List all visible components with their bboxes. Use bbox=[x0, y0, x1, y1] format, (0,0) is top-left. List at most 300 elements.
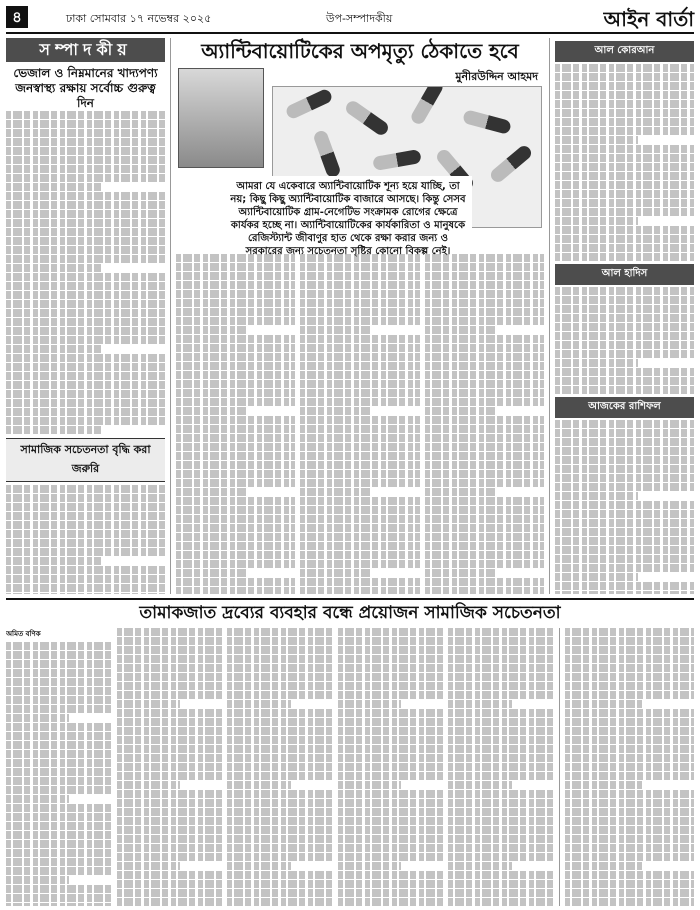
text-line bbox=[555, 429, 694, 437]
text-line bbox=[176, 506, 295, 514]
text-line bbox=[176, 362, 295, 370]
text-line bbox=[117, 898, 223, 906]
text-line bbox=[227, 853, 333, 861]
text-line bbox=[6, 363, 165, 371]
text-line bbox=[555, 296, 694, 304]
text-line bbox=[300, 290, 419, 298]
text-line bbox=[300, 398, 419, 406]
text-line bbox=[117, 808, 223, 816]
text-line bbox=[555, 73, 694, 81]
bottom-headline: তামাকজাত দ্রব্যের ব্যবহার বন্ধে প্রয়োজন সামাজিক সচেতনতা bbox=[139, 603, 561, 623]
text-line bbox=[117, 736, 223, 744]
text-line bbox=[338, 691, 444, 699]
text-line bbox=[6, 849, 112, 857]
text-line bbox=[300, 524, 419, 532]
text-line bbox=[425, 542, 544, 550]
text-line bbox=[176, 371, 295, 379]
text-line bbox=[176, 560, 295, 568]
hadith-heading: আল হাদিস bbox=[555, 264, 694, 285]
text-line bbox=[227, 700, 290, 708]
text-line bbox=[300, 263, 419, 271]
bottom-byline: অমিত বণিক bbox=[6, 630, 41, 638]
text-line bbox=[6, 246, 165, 254]
text-line bbox=[338, 817, 444, 825]
text-line bbox=[176, 317, 295, 325]
text-line bbox=[227, 709, 333, 717]
capsule-icon bbox=[372, 149, 422, 171]
text-line bbox=[6, 255, 165, 263]
text-line bbox=[555, 244, 694, 252]
text-line bbox=[425, 326, 497, 334]
text-line bbox=[227, 682, 333, 690]
text-line bbox=[176, 434, 295, 442]
author-name: মুনীরউদ্দিন আহমদ bbox=[455, 70, 538, 83]
text-line bbox=[300, 560, 419, 568]
editorial-lead-title: ভেজাল ও নিম্নমানের খাদ্যপণ্য জনস্বাস্থ্য রক্ষায় সর্বোচ্চ গুরুত্ব দিন bbox=[13, 66, 158, 110]
text-line bbox=[565, 718, 694, 726]
article-column bbox=[6, 628, 112, 906]
text-line bbox=[6, 390, 165, 398]
text-line bbox=[117, 754, 223, 762]
text-line bbox=[555, 386, 694, 394]
text-line bbox=[6, 894, 112, 902]
text-line bbox=[176, 542, 295, 550]
text-line bbox=[117, 700, 180, 708]
text-line bbox=[300, 308, 419, 316]
text-line bbox=[6, 705, 112, 713]
text-line bbox=[176, 470, 295, 478]
section-label: উপ-সম্পাদকীয় bbox=[326, 12, 393, 25]
text-line bbox=[176, 290, 295, 298]
text-line bbox=[117, 745, 223, 753]
text-line bbox=[555, 438, 694, 446]
text-line bbox=[425, 254, 544, 262]
text-line bbox=[338, 835, 444, 843]
text-line bbox=[227, 655, 333, 663]
text-line bbox=[300, 569, 372, 577]
text-line bbox=[425, 578, 544, 586]
text-line bbox=[338, 727, 444, 735]
text-line bbox=[300, 533, 419, 541]
text-line bbox=[555, 163, 694, 171]
text-line bbox=[448, 709, 554, 717]
text-line bbox=[227, 844, 333, 852]
text-line bbox=[6, 512, 165, 520]
text-line bbox=[338, 898, 444, 906]
text-line bbox=[6, 548, 165, 556]
text-line bbox=[555, 341, 694, 349]
article-column bbox=[300, 254, 419, 594]
text-line bbox=[117, 646, 223, 654]
text-line bbox=[300, 587, 419, 594]
text-line bbox=[6, 750, 112, 758]
text-line bbox=[448, 808, 554, 816]
main-article bbox=[176, 38, 544, 594]
text-line bbox=[448, 745, 554, 753]
page-number: ৪ bbox=[6, 6, 28, 28]
text-line bbox=[338, 754, 444, 762]
text-line bbox=[338, 736, 444, 744]
text-line bbox=[448, 772, 554, 780]
text-line bbox=[6, 593, 165, 594]
text-line bbox=[425, 587, 544, 594]
text-line bbox=[338, 826, 444, 834]
text-line bbox=[338, 808, 444, 816]
text-line bbox=[6, 354, 165, 362]
text-line bbox=[300, 425, 419, 433]
capsule-icon bbox=[343, 99, 390, 138]
text-line bbox=[448, 889, 554, 897]
text-line bbox=[176, 443, 295, 451]
text-line bbox=[117, 889, 223, 897]
text-line bbox=[117, 655, 223, 663]
text-line bbox=[555, 573, 638, 581]
text-line bbox=[448, 637, 554, 645]
text-line bbox=[425, 398, 544, 406]
text-line bbox=[6, 485, 165, 493]
text-line bbox=[555, 199, 694, 207]
text-line bbox=[300, 551, 419, 559]
text-line bbox=[227, 736, 333, 744]
text-line bbox=[6, 539, 165, 547]
capsule-icon bbox=[462, 109, 512, 135]
text-line bbox=[565, 736, 694, 744]
text-line bbox=[6, 426, 101, 434]
text-line bbox=[6, 327, 165, 335]
text-line bbox=[555, 483, 694, 491]
text-line bbox=[176, 515, 295, 523]
text-line bbox=[176, 461, 295, 469]
text-line bbox=[425, 488, 497, 496]
text-line bbox=[555, 91, 694, 99]
text-line bbox=[555, 546, 694, 554]
text-line bbox=[176, 398, 295, 406]
text-line bbox=[448, 646, 554, 654]
text-line bbox=[338, 781, 401, 789]
text-line bbox=[448, 853, 554, 861]
text-line bbox=[176, 308, 295, 316]
text-line bbox=[555, 181, 694, 189]
text-line bbox=[565, 709, 694, 717]
text-line bbox=[555, 323, 694, 331]
article-column bbox=[448, 628, 554, 906]
right-column bbox=[549, 38, 694, 594]
newspaper-brand: আইন বার্তা bbox=[603, 7, 694, 31]
text-line bbox=[176, 254, 295, 262]
text-line bbox=[300, 434, 419, 442]
text-line bbox=[555, 226, 694, 234]
quran-body bbox=[555, 64, 694, 261]
pull-quote: আমরা যে একেবারে অ্যান্টিবায়োটিক শূন্য হয়ে যাচ্ছি, তা নয়; কিছু কিছু অ্যান্টিবায়োটিক বাজারে আসছে। কিন্তু সেসব অ্যান্টিবায়োটিক গ্রাম-নেগেটিভ সংক্রামক রোগের ক্ষেত্রে কার্যকর হচ্ছে না। অ্যান্টিবায়োটিকের কার্যকারিতা ও মানুষকে রেজিস্ট্যান্ট জীবাণুর হাত থেকে রক্ষা করার জন্য ও সরকারের জন্য সচেতনতা সৃষ্টির কোনো বিকল্প নেই। bbox=[224, 176, 472, 262]
text-line bbox=[565, 745, 694, 753]
text-line bbox=[425, 371, 544, 379]
text-line bbox=[117, 835, 223, 843]
text-line bbox=[555, 136, 638, 144]
text-line bbox=[555, 154, 694, 162]
text-line bbox=[227, 772, 333, 780]
text-line bbox=[338, 799, 444, 807]
text-line bbox=[6, 147, 165, 155]
text-line bbox=[117, 664, 223, 672]
text-line bbox=[227, 799, 333, 807]
text-line bbox=[555, 208, 694, 216]
text-line bbox=[555, 368, 694, 376]
text-line bbox=[6, 399, 165, 407]
text-line bbox=[300, 326, 372, 334]
text-line bbox=[565, 664, 694, 672]
text-line bbox=[300, 254, 419, 262]
text-line bbox=[6, 183, 101, 191]
text-line bbox=[338, 700, 401, 708]
text-line bbox=[425, 425, 544, 433]
text-line bbox=[117, 799, 223, 807]
text-line bbox=[227, 637, 333, 645]
text-line bbox=[425, 569, 497, 577]
quran-heading: আল কোরআন bbox=[555, 41, 694, 62]
text-line bbox=[6, 858, 112, 866]
text-line bbox=[425, 515, 544, 523]
text-line bbox=[565, 844, 694, 852]
text-line bbox=[300, 443, 419, 451]
text-line bbox=[338, 790, 444, 798]
text-line bbox=[425, 452, 544, 460]
text-line bbox=[117, 709, 223, 717]
text-line bbox=[425, 353, 544, 361]
horoscope-heading: আজকের রাশিফল bbox=[555, 397, 694, 418]
text-line bbox=[300, 407, 372, 415]
text-line bbox=[176, 533, 295, 541]
text-line bbox=[6, 642, 112, 650]
text-line bbox=[425, 560, 544, 568]
text-line bbox=[338, 772, 444, 780]
text-line bbox=[176, 326, 248, 334]
text-line bbox=[555, 190, 694, 198]
text-line bbox=[117, 853, 223, 861]
text-line bbox=[565, 772, 694, 780]
text-line bbox=[6, 557, 101, 565]
text-line bbox=[6, 768, 112, 776]
text-line bbox=[6, 111, 165, 119]
text-line bbox=[338, 655, 444, 663]
main-headline: অ্যান্টিবায়োটিকের অপমৃত্যু ঠেকাতে হবে bbox=[201, 39, 519, 63]
text-line bbox=[555, 109, 694, 117]
text-line bbox=[117, 862, 180, 870]
text-line bbox=[227, 817, 333, 825]
text-line bbox=[176, 281, 295, 289]
text-line bbox=[425, 497, 544, 505]
text-line bbox=[176, 353, 295, 361]
text-line bbox=[338, 880, 444, 888]
text-line bbox=[300, 506, 419, 514]
text-line bbox=[227, 754, 333, 762]
text-line bbox=[555, 501, 694, 509]
text-line bbox=[227, 862, 290, 870]
article-column-text bbox=[6, 642, 112, 906]
text-line bbox=[565, 637, 694, 645]
text-line bbox=[117, 817, 223, 825]
text-line bbox=[6, 867, 112, 875]
text-line bbox=[6, 530, 165, 538]
text-line bbox=[6, 786, 112, 794]
text-line bbox=[565, 781, 642, 789]
text-line bbox=[227, 871, 333, 879]
text-line bbox=[300, 479, 419, 487]
text-line bbox=[176, 452, 295, 460]
text-line bbox=[555, 465, 694, 473]
text-line bbox=[6, 129, 165, 137]
text-line bbox=[425, 335, 544, 343]
text-line bbox=[176, 524, 295, 532]
editorial-banner: সম্পাদকীয় bbox=[6, 38, 165, 62]
editorial-column bbox=[6, 38, 171, 594]
text-line bbox=[565, 835, 694, 843]
text-line bbox=[6, 885, 112, 893]
text-line bbox=[448, 754, 554, 762]
article-column bbox=[227, 628, 333, 906]
text-line bbox=[176, 380, 295, 388]
text-line bbox=[565, 862, 642, 870]
text-line bbox=[448, 799, 554, 807]
text-line bbox=[425, 299, 544, 307]
text-line bbox=[448, 682, 554, 690]
text-line bbox=[117, 691, 223, 699]
text-line bbox=[6, 174, 165, 182]
text-line bbox=[448, 673, 554, 681]
text-line bbox=[300, 578, 419, 586]
text-line bbox=[425, 479, 544, 487]
text-line bbox=[6, 138, 165, 146]
text-line bbox=[117, 637, 223, 645]
text-line bbox=[448, 718, 554, 726]
text-line bbox=[448, 691, 554, 699]
text-line bbox=[565, 790, 694, 798]
text-line bbox=[555, 519, 694, 527]
text-line bbox=[6, 566, 165, 574]
text-line bbox=[6, 651, 112, 659]
text-line bbox=[6, 156, 165, 164]
text-line bbox=[176, 569, 248, 577]
text-line bbox=[176, 335, 295, 343]
text-line bbox=[300, 371, 419, 379]
text-line bbox=[555, 314, 694, 322]
capsule-icon bbox=[312, 129, 342, 179]
text-line bbox=[565, 691, 694, 699]
text-line bbox=[176, 578, 295, 586]
text-line bbox=[300, 281, 419, 289]
text-line bbox=[555, 118, 694, 126]
text-line bbox=[6, 777, 112, 785]
text-line bbox=[176, 407, 248, 415]
text-line bbox=[565, 763, 694, 771]
text-line bbox=[117, 772, 223, 780]
bottom-article-body bbox=[6, 628, 554, 906]
text-line bbox=[338, 709, 444, 717]
text-line bbox=[448, 655, 554, 663]
text-line bbox=[555, 145, 694, 153]
text-line bbox=[555, 377, 694, 385]
text-line bbox=[227, 835, 333, 843]
text-line bbox=[448, 763, 554, 771]
text-line bbox=[555, 582, 694, 590]
text-line bbox=[555, 555, 694, 563]
text-line bbox=[425, 362, 544, 370]
text-line bbox=[176, 425, 295, 433]
text-line bbox=[6, 714, 69, 722]
text-line bbox=[6, 575, 165, 583]
text-line bbox=[6, 687, 112, 695]
text-line bbox=[565, 673, 694, 681]
text-line bbox=[117, 826, 223, 834]
text-line bbox=[555, 474, 694, 482]
text-line bbox=[448, 871, 554, 879]
text-line bbox=[555, 82, 694, 90]
text-line bbox=[6, 804, 112, 812]
text-line bbox=[565, 727, 694, 735]
text-line bbox=[6, 120, 165, 128]
text-line bbox=[300, 272, 419, 280]
text-line bbox=[6, 210, 165, 218]
text-line bbox=[6, 795, 69, 803]
text-line bbox=[227, 790, 333, 798]
text-line bbox=[6, 318, 165, 326]
text-line bbox=[227, 628, 333, 636]
hadith-body bbox=[555, 287, 694, 394]
text-line bbox=[338, 718, 444, 726]
text-line bbox=[565, 655, 694, 663]
text-line bbox=[300, 389, 419, 397]
text-line bbox=[6, 219, 165, 227]
text-line bbox=[176, 272, 295, 280]
text-line bbox=[555, 359, 638, 367]
text-line bbox=[6, 678, 112, 686]
text-line bbox=[338, 889, 444, 897]
article-column bbox=[338, 628, 444, 906]
text-line bbox=[565, 682, 694, 690]
text-line bbox=[565, 754, 694, 762]
text-line bbox=[425, 434, 544, 442]
issue-date: ঢাকা সোমবার ১৭ নভেম্বর ২০২৫ bbox=[66, 12, 212, 25]
text-line bbox=[6, 417, 165, 425]
text-line bbox=[338, 628, 444, 636]
text-line bbox=[425, 506, 544, 514]
text-line bbox=[300, 362, 419, 370]
text-line bbox=[176, 299, 295, 307]
text-line bbox=[6, 822, 112, 830]
text-line bbox=[176, 551, 295, 559]
text-line bbox=[448, 664, 554, 672]
text-line bbox=[227, 691, 333, 699]
text-line bbox=[227, 781, 290, 789]
text-line bbox=[555, 537, 694, 545]
text-line bbox=[300, 470, 419, 478]
text-line bbox=[448, 844, 554, 852]
text-line bbox=[338, 871, 444, 879]
text-line bbox=[425, 290, 544, 298]
text-line bbox=[565, 853, 694, 861]
text-line bbox=[300, 452, 419, 460]
text-line bbox=[448, 880, 554, 888]
text-line bbox=[338, 637, 444, 645]
text-line bbox=[6, 336, 165, 344]
text-line bbox=[338, 682, 444, 690]
text-line bbox=[6, 273, 165, 281]
text-line bbox=[448, 628, 554, 636]
text-line bbox=[555, 564, 694, 572]
text-line bbox=[565, 817, 694, 825]
text-line bbox=[300, 317, 419, 325]
text-line bbox=[6, 291, 165, 299]
text-line bbox=[227, 673, 333, 681]
